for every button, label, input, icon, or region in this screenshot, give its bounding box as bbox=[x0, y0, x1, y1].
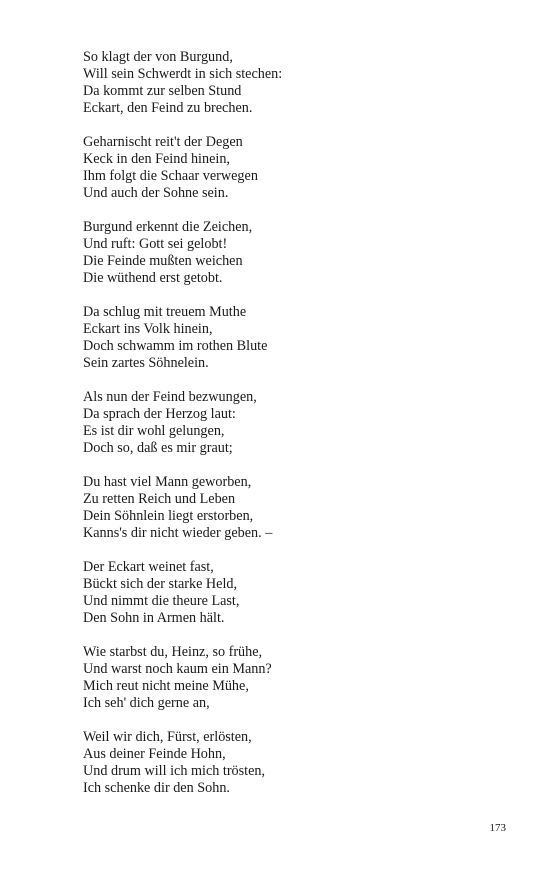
verse-line: Sein zartes Söhnelein. bbox=[83, 355, 209, 371]
verse-line: Will sein Schwerdt in sich stechen: bbox=[83, 66, 283, 82]
verse-line: Mich reut nicht meine Mühe, bbox=[83, 678, 249, 694]
verse-line: Als nun der Feind bezwungen, bbox=[83, 389, 257, 405]
verse-line: Und auch der Sohne sein. bbox=[83, 185, 229, 201]
poem-text bbox=[83, 49, 523, 814]
stanza-9 bbox=[83, 729, 523, 797]
verse-line: Zu retten Reich und Leben bbox=[83, 491, 236, 507]
verse-line: Dein Söhnlein liegt erstorben, bbox=[83, 508, 254, 524]
verse-line: Du hast viel Mann geworben, bbox=[83, 474, 252, 490]
verse-line: Ich schenke dir den Sohn. bbox=[83, 780, 230, 796]
verse-line: Burgund erkennt die Zeichen, bbox=[83, 219, 253, 235]
stanza-5 bbox=[83, 389, 523, 457]
stanza-3 bbox=[83, 219, 523, 287]
verse-line: Den Sohn in Armen hält. bbox=[83, 610, 225, 626]
verse-line: Wie starbst du, Heinz, so frühe, bbox=[83, 644, 263, 660]
stanza-7 bbox=[83, 559, 523, 627]
stanza-4 bbox=[83, 304, 523, 372]
verse-line: So klagt der von Burgund, bbox=[83, 49, 233, 65]
page-number: 173 bbox=[489, 822, 506, 834]
verse-line: Die wüthend erst getobt. bbox=[83, 270, 223, 286]
stanza-2 bbox=[83, 134, 523, 202]
verse-line: Und warst noch kaum ein Mann? bbox=[83, 661, 272, 677]
verse-line: Ich seh' dich gerne an, bbox=[83, 695, 210, 711]
stanza-8 bbox=[83, 644, 523, 712]
verse-line: Da kommt zur selben Stund bbox=[83, 83, 242, 99]
verse-line: Geharnischt reit't der Degen bbox=[83, 134, 243, 150]
verse-line: Die Feinde mußten weichen bbox=[83, 253, 243, 269]
verse-line: Da schlug mit treuem Muthe bbox=[83, 304, 247, 320]
verse-line: Der Eckart weinet fast, bbox=[83, 559, 214, 575]
verse-line: Und ruft: Gott sei gelobt! bbox=[83, 236, 228, 252]
verse-line: Es ist dir wohl gelungen, bbox=[83, 423, 225, 439]
verse-line: Eckart ins Volk hinein, bbox=[83, 321, 213, 337]
stanza-6 bbox=[83, 474, 523, 542]
stanza-1 bbox=[83, 49, 523, 117]
verse-line: Und nimmt die theure Last, bbox=[83, 593, 240, 609]
verse-line: Kanns's dir nicht wieder geben. – bbox=[83, 525, 273, 541]
verse-line: Da sprach der Herzog laut: bbox=[83, 406, 236, 422]
verse-line: Doch so, daß es mir graut; bbox=[83, 440, 233, 456]
verse-line: Und drum will ich mich trösten, bbox=[83, 763, 266, 779]
verse-line: Keck in den Feind hinein, bbox=[83, 151, 230, 167]
verse-line: Aus deiner Feinde Hohn, bbox=[83, 746, 226, 762]
verse-line: Weil wir dich, Fürst, erlösten, bbox=[83, 729, 252, 745]
verse-line: Bückt sich der starke Held, bbox=[83, 576, 238, 592]
verse-line: Doch schwamm im rothen Blute bbox=[83, 338, 268, 354]
verse-line: Ihm folgt die Schaar verwegen bbox=[83, 168, 258, 184]
verse-line: Eckart, den Feind zu brechen. bbox=[83, 100, 253, 116]
